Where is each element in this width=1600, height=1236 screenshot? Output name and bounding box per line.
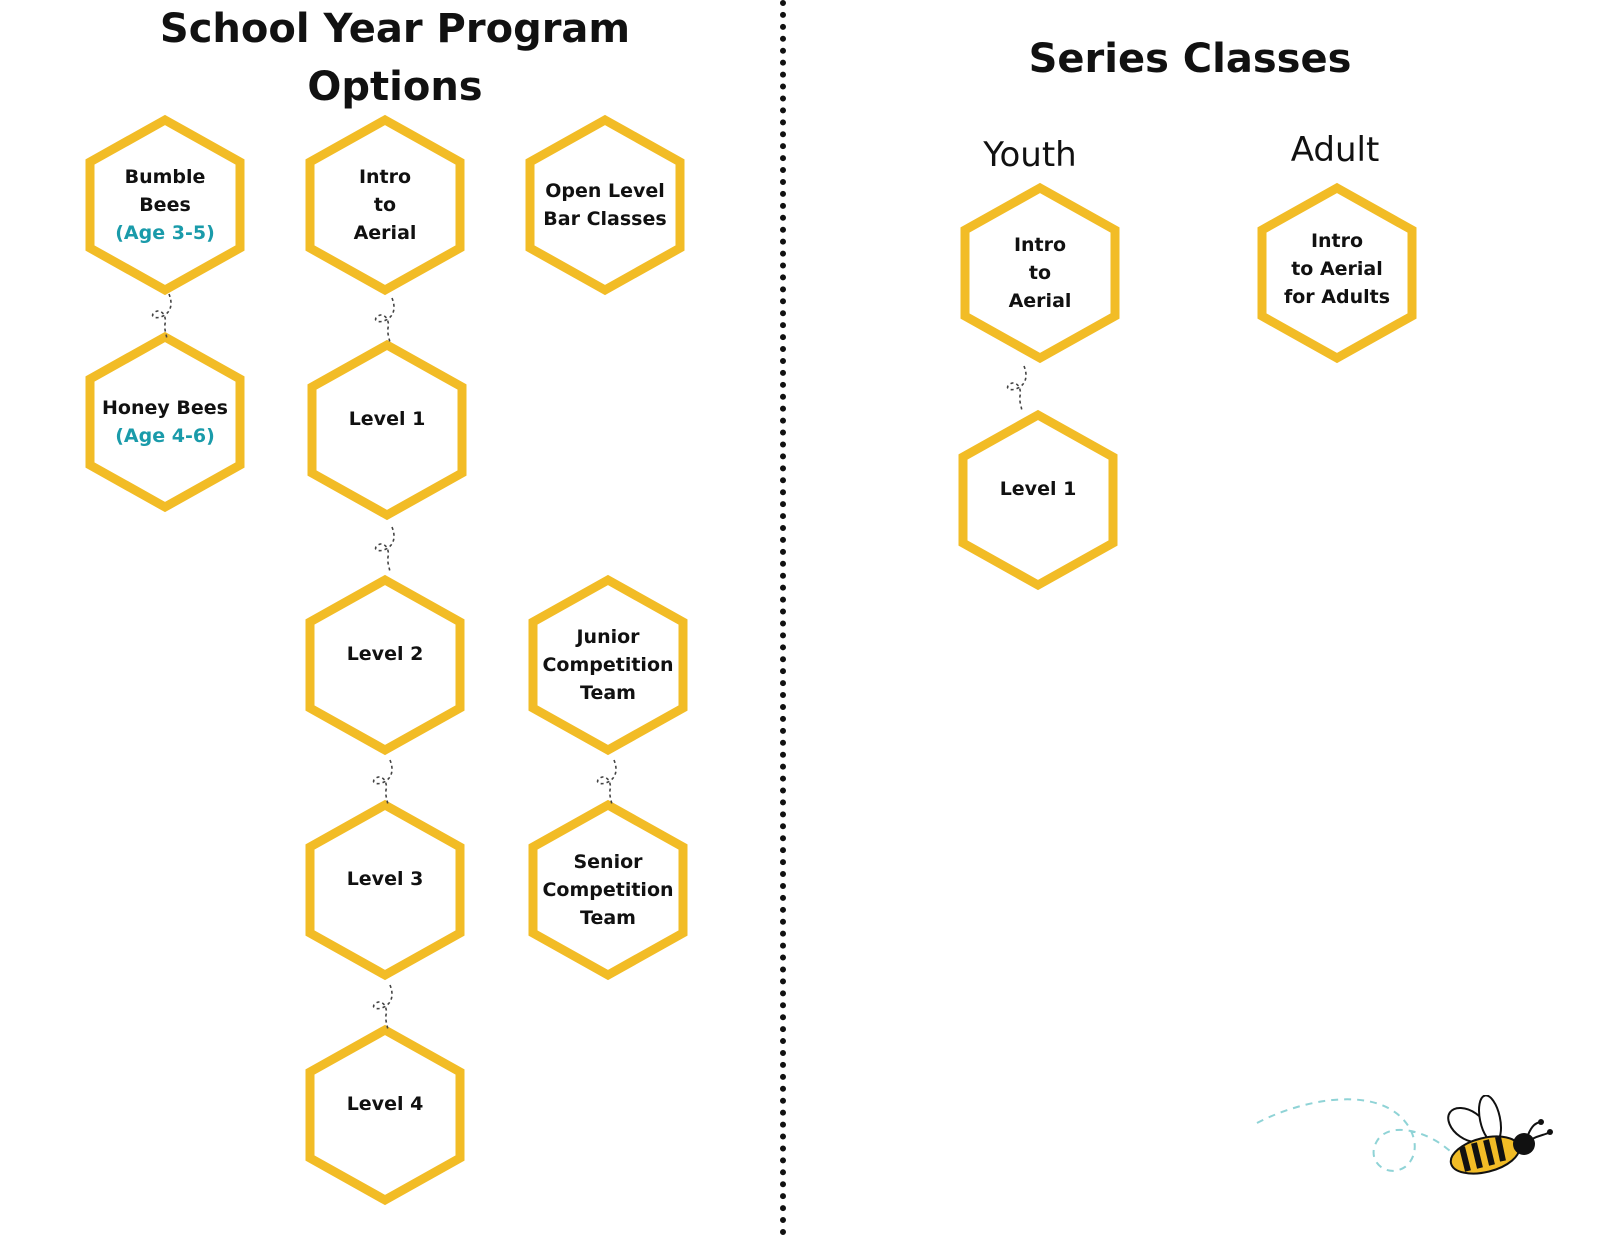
bee-decoration xyxy=(1255,1095,1575,1205)
hex-level-3-label: Level 3 xyxy=(346,868,424,890)
hex-intro-to-aerial-label: Intro to Aerial xyxy=(353,166,417,244)
hex-adult-intro-to-aerial[interactable] xyxy=(1257,183,1417,363)
hex-youth-intro-to-aerial[interactable] xyxy=(960,183,1120,363)
school-year-program-title-line1: School Year Program xyxy=(159,6,631,52)
hex-senior-competition-team-label: Senior Competition Team xyxy=(542,851,674,929)
hex-level-3[interactable] xyxy=(305,800,465,980)
connector-junior-to-senior xyxy=(590,758,630,808)
connector-level2-to-level3 xyxy=(366,758,406,808)
hex-intro-to-aerial[interactable] xyxy=(305,115,465,295)
hex-level-1-label: Level 1 xyxy=(348,408,426,430)
hex-bumble-bees-age: (Age 3-5) xyxy=(115,222,215,244)
hex-youth-level-1-label: Level 1 xyxy=(999,478,1077,500)
hex-open-level-bar-classes[interactable] xyxy=(525,115,685,295)
hex-level-4[interactable] xyxy=(305,1025,465,1205)
school-year-program-title-line2: Options xyxy=(307,64,483,110)
connector-intro-to-level1 xyxy=(368,296,408,346)
series-classes-title: Series Classes xyxy=(1028,36,1352,82)
section-divider xyxy=(780,0,786,1236)
hex-honey-bees-age: (Age 4-6) xyxy=(115,425,215,447)
hex-level-2[interactable] xyxy=(305,575,465,755)
hex-level-4-label: Level 4 xyxy=(346,1093,424,1115)
connector-level1-to-level2 xyxy=(368,525,408,575)
hex-adult-intro-to-aerial-label: Intro to Aerial for Adults xyxy=(1283,230,1391,308)
hex-youth-intro-to-aerial-label: Intro to Aerial xyxy=(1008,234,1072,312)
connector-level3-to-level4 xyxy=(366,983,406,1033)
hex-honey-bees[interactable] xyxy=(85,332,245,512)
hex-bumble-bees[interactable] xyxy=(85,115,245,295)
adult-heading: Adult xyxy=(1290,130,1380,170)
hex-level-2-label: Level 2 xyxy=(346,643,424,665)
connector-youth-intro-to-level1 xyxy=(1000,364,1040,414)
school-year-program-title xyxy=(140,0,650,116)
hex-junior-competition-team[interactable] xyxy=(528,575,688,755)
hex-open-level-bar-classes-label: Open Level Bar Classes xyxy=(543,180,667,230)
youth-heading: Youth xyxy=(983,135,1077,175)
hex-level-1[interactable] xyxy=(307,340,467,520)
hex-youth-level-1[interactable] xyxy=(958,410,1118,590)
hex-senior-competition-team[interactable] xyxy=(528,800,688,980)
bee-icon xyxy=(1440,1095,1560,1205)
hex-junior-competition-team-label: Junior Competition Team xyxy=(542,626,674,704)
hex-honey-bees-label: Honey Bees xyxy=(102,397,228,419)
hex-bumble-bees-label: Bumble Bees xyxy=(124,166,206,216)
connector-bumble-to-honey xyxy=(145,292,185,342)
